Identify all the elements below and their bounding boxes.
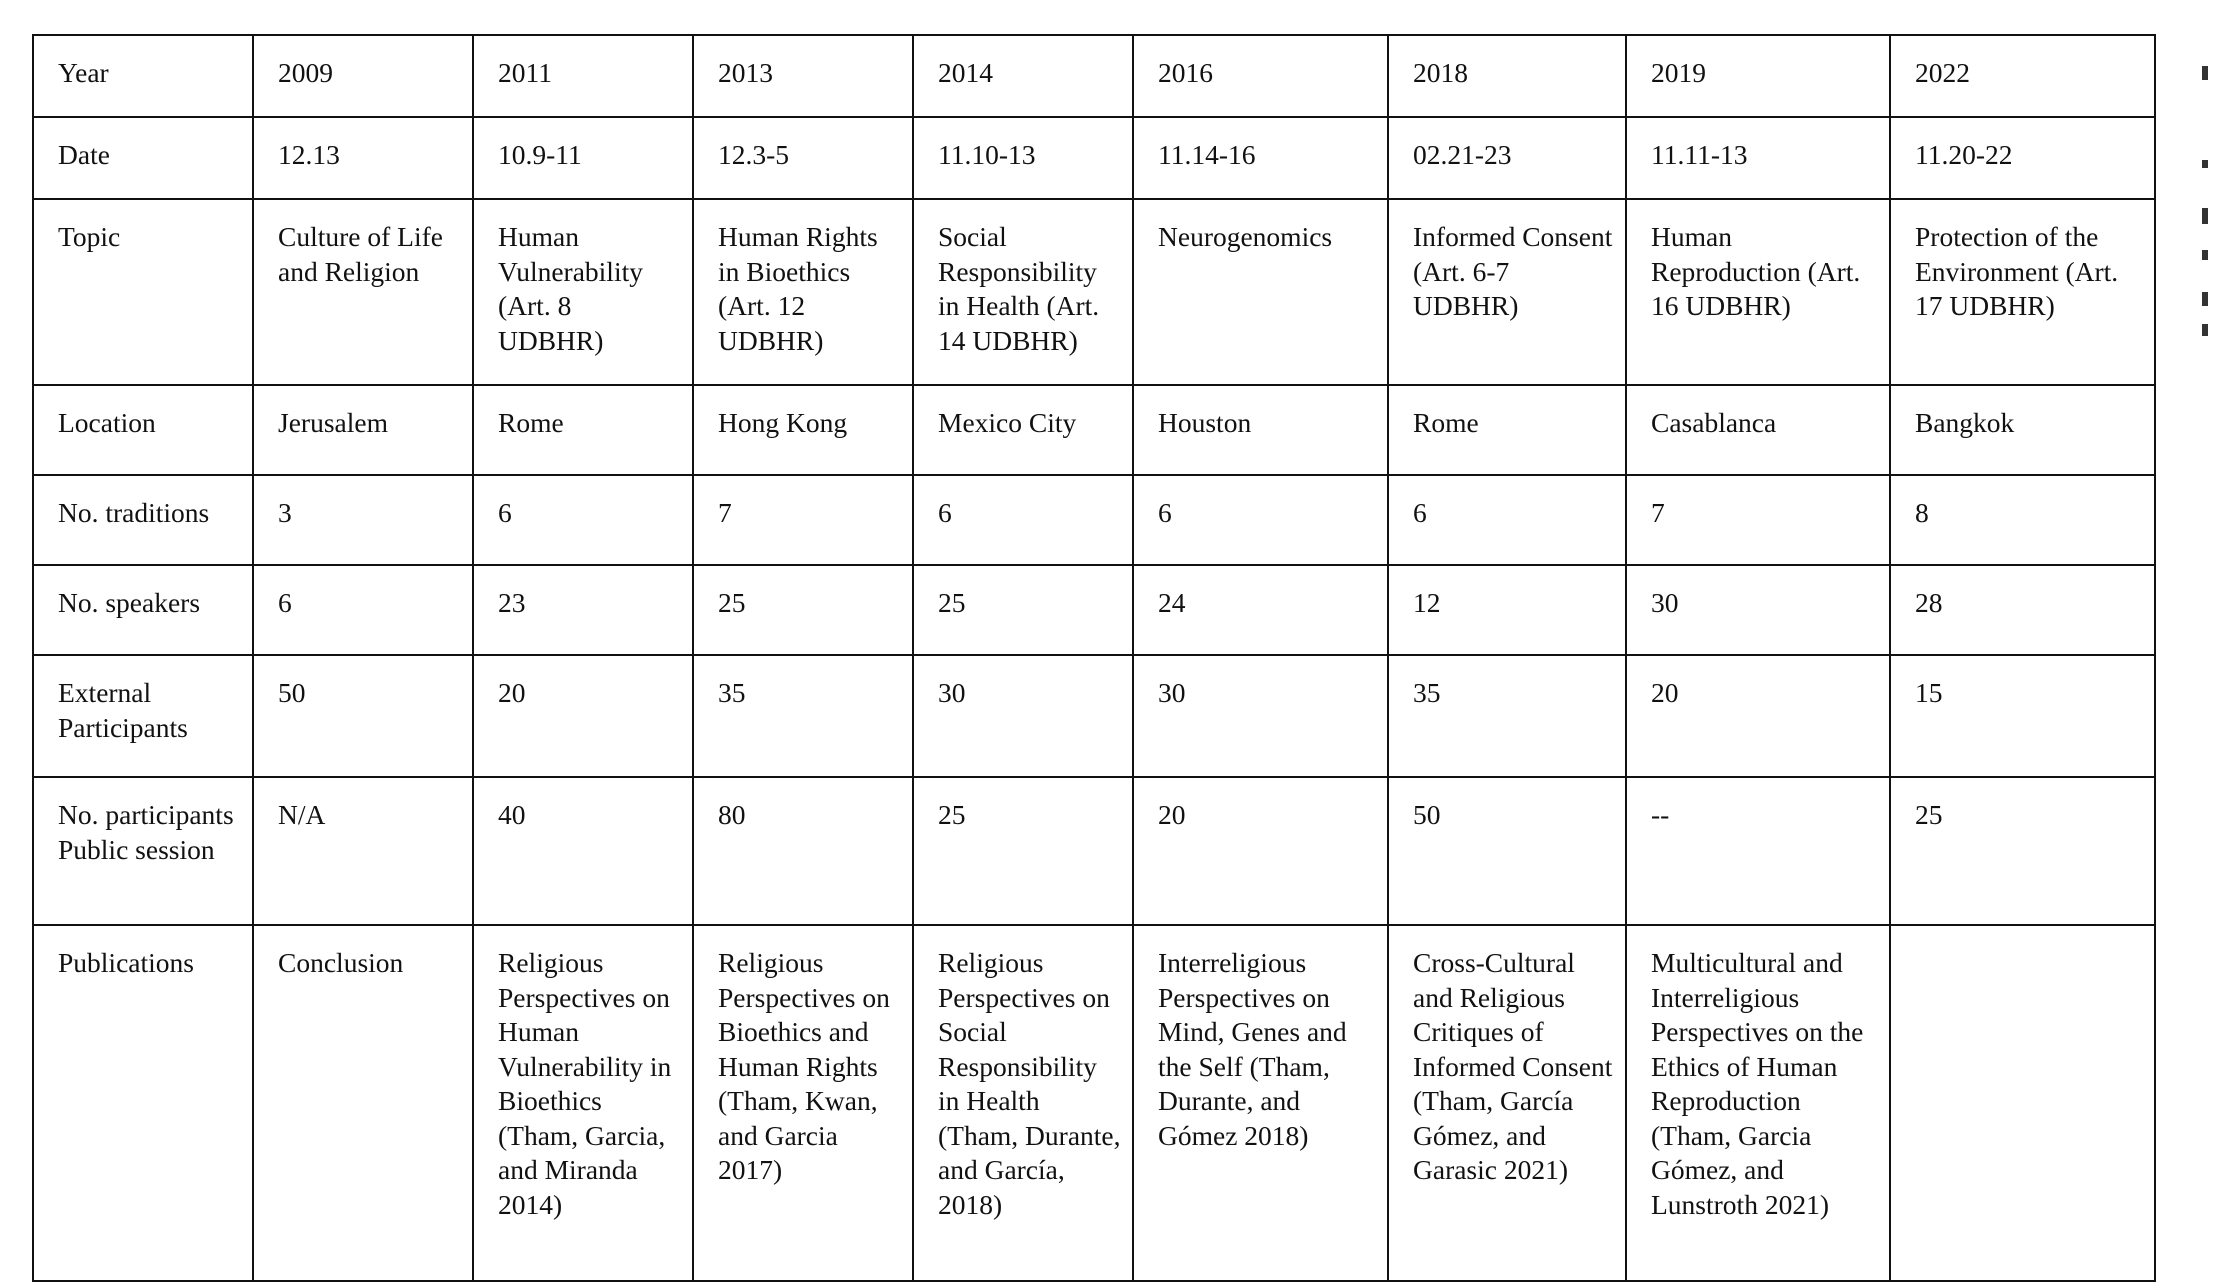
table-cell	[1890, 925, 2155, 1281]
table-cell: Interreligious Perspectives on Mind, Genes and the Self (Tham, Durante, and Gómez 2018)	[1133, 925, 1388, 1281]
table-cell: 2013	[693, 35, 913, 117]
row-traditions	[33, 475, 2155, 565]
table-cell: 2018	[1388, 35, 1626, 117]
table-cell: 50	[1388, 777, 1626, 925]
table-cell: 20	[1626, 655, 1890, 777]
table-cell: N/A	[253, 777, 473, 925]
table-cell: 20	[473, 655, 693, 777]
table-cell: Religious Perspectives on Bioethics and Human Rights (Tham, Kwan, and Garcia 2017)	[693, 925, 913, 1281]
row-date	[33, 117, 2155, 199]
table-cell: Bangkok	[1890, 385, 2155, 475]
table-cell: 7	[693, 475, 913, 565]
table-cell: 25	[1890, 777, 2155, 925]
table-cell: 2009	[253, 35, 473, 117]
table-cell: 40	[473, 777, 693, 925]
table-cell: Religious Perspectives on Social Responsibility in Health (Tham, Durante, and García, 2018)	[913, 925, 1133, 1281]
page-edge-artifact	[2202, 60, 2214, 340]
row-public-session	[33, 777, 2155, 925]
table-cell: 2014	[913, 35, 1133, 117]
table-cell: Cross-Cultural and Religious Critiques of Informed Consent (Tham, García Gómez, and Garasic 2021)	[1388, 925, 1626, 1281]
table-cell: 25	[913, 565, 1133, 655]
table-cell: 6	[253, 565, 473, 655]
row-header: Year	[33, 35, 253, 117]
row-header: Date	[33, 117, 253, 199]
table-cell: 11.10-13	[913, 117, 1133, 199]
table-cell: 35	[1388, 655, 1626, 777]
row-external-participants	[33, 655, 2155, 777]
table-cell: 20	[1133, 777, 1388, 925]
table-cell: 12	[1388, 565, 1626, 655]
table-cell: 11.11-13	[1626, 117, 1890, 199]
table-cell: 8	[1890, 475, 2155, 565]
table-cell: Social Responsibility in Health (Art. 14 UDBHR)	[913, 199, 1133, 385]
table-cell: 2022	[1890, 35, 2155, 117]
table-cell: 2016	[1133, 35, 1388, 117]
table-cell: 11.20-22	[1890, 117, 2155, 199]
table-cell: --	[1626, 777, 1890, 925]
table-cell: 80	[693, 777, 913, 925]
table-cell: Jerusalem	[253, 385, 473, 475]
table-cell: Mexico City	[913, 385, 1133, 475]
table-cell: Informed Consent (Art. 6-7 UDBHR)	[1388, 199, 1626, 385]
row-location	[33, 385, 2155, 475]
table-cell: 12.13	[253, 117, 473, 199]
table-cell: 11.14-16	[1133, 117, 1388, 199]
table-cell: Protection of the Environment (Art. 17 UDBHR)	[1890, 199, 2155, 385]
row-header: Publications	[33, 925, 253, 1281]
table-cell: 6	[473, 475, 693, 565]
row-header: No. traditions	[33, 475, 253, 565]
row-topic	[33, 199, 2155, 385]
table-cell: Casablanca	[1626, 385, 1890, 475]
table-cell: 30	[1626, 565, 1890, 655]
table-cell: Culture of Life and Religion	[253, 199, 473, 385]
table-cell: 23	[473, 565, 693, 655]
table-cell: 6	[1388, 475, 1626, 565]
table-cell: 2011	[473, 35, 693, 117]
table-cell: 35	[693, 655, 913, 777]
row-speakers	[33, 565, 2155, 655]
table-cell: 02.21-23	[1388, 117, 1626, 199]
table-cell: Human Vulnerability (Art. 8 UDBHR)	[473, 199, 693, 385]
table-cell: 12.3-5	[693, 117, 913, 199]
table-cell: Hong Kong	[693, 385, 913, 475]
table-cell: Neurogenomics	[1133, 199, 1388, 385]
table-cell: 7	[1626, 475, 1890, 565]
table-cell: 30	[913, 655, 1133, 777]
table-cell: 10.9-11	[473, 117, 693, 199]
table-cell: 50	[253, 655, 473, 777]
table-cell: 6	[1133, 475, 1388, 565]
table-cell: 24	[1133, 565, 1388, 655]
table-cell: 25	[693, 565, 913, 655]
table-cell: Conclusion	[253, 925, 473, 1281]
table-cell: 28	[1890, 565, 2155, 655]
table-cell: 6	[913, 475, 1133, 565]
conference-table-container	[32, 34, 2156, 1282]
table-cell: Human Reproduction (Art. 16 UDBHR)	[1626, 199, 1890, 385]
table-cell: 2019	[1626, 35, 1890, 117]
table-cell: Multicultural and Interreligious Perspectives on the Ethics of Human Reproduction (Tham, Garcia Gómez, and Lunstroth 2021)	[1626, 925, 1890, 1281]
conference-table	[32, 34, 2156, 1282]
row-header: No. speakers	[33, 565, 253, 655]
table-cell: 25	[913, 777, 1133, 925]
row-header: Topic	[33, 199, 253, 385]
table-cell: 3	[253, 475, 473, 565]
row-year	[33, 35, 2155, 117]
row-header: No. participants Public session	[33, 777, 253, 925]
row-header: Location	[33, 385, 253, 475]
table-cell: 30	[1133, 655, 1388, 777]
table-cell: Rome	[1388, 385, 1626, 475]
table-cell: 15	[1890, 655, 2155, 777]
table-cell: Rome	[473, 385, 693, 475]
row-publications	[33, 925, 2155, 1281]
table-cell: Religious Perspectives on Human Vulnerability in Bioethics (Tham, Garcia, and Miranda 2014)	[473, 925, 693, 1281]
table-cell: Human Rights in Bioethics (Art. 12 UDBHR)	[693, 199, 913, 385]
row-header: External Participants	[33, 655, 253, 777]
table-cell: Houston	[1133, 385, 1388, 475]
